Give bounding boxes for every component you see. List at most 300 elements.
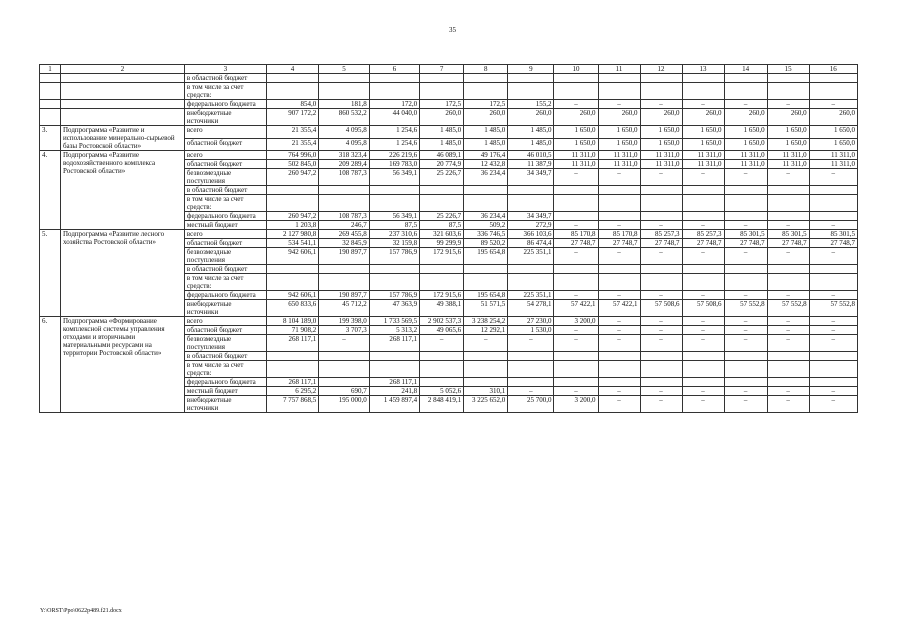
- funding-source-label: в том числе за счет средств:: [184, 274, 266, 291]
- funding-source-label: внебюджетные источники: [184, 300, 266, 317]
- budget-value-cell: 108 787,3: [319, 212, 369, 221]
- budget-value-cell: [420, 274, 464, 291]
- table-row: [40, 126, 858, 139]
- budget-value-cell: 85 170,8: [554, 230, 598, 239]
- budget-value-cell: [724, 186, 767, 195]
- budget-value-cell: [809, 195, 857, 212]
- budget-value-cell: 85 170,8: [598, 230, 640, 239]
- budget-value-cell: 27 748,7: [640, 239, 682, 248]
- budget-value-cell: 1 650,0: [682, 126, 724, 139]
- budget-value-cell: [682, 378, 724, 387]
- budget-value-cell: [598, 212, 640, 221]
- budget-value-cell: –: [640, 396, 682, 413]
- funding-source-label: федерального бюджета: [184, 378, 266, 387]
- funding-source-label: всего: [184, 230, 266, 239]
- budget-value-cell: –: [554, 291, 598, 300]
- budget-value-cell: [809, 212, 857, 221]
- budget-value-cell: 6 295,2: [266, 387, 319, 396]
- budget-value-cell: 1 650,0: [724, 138, 767, 151]
- column-number-header: 7: [420, 65, 464, 74]
- budget-value-cell: [682, 212, 724, 221]
- budget-value-cell: 321 603,6: [420, 230, 464, 239]
- budget-value-cell: [598, 361, 640, 378]
- budget-value-cell: –: [640, 221, 682, 230]
- budget-value-cell: 27 748,7: [767, 239, 809, 248]
- budget-value-cell: –: [767, 291, 809, 300]
- budget-table-container: [39, 64, 858, 413]
- budget-value-cell: 85 301,5: [809, 230, 857, 239]
- budget-value-cell: 190 897,7: [319, 248, 369, 265]
- document-path: Y:\ORST\Ppo\0622p489.f21.docx: [40, 608, 122, 614]
- budget-value-cell: 11 311,0: [682, 151, 724, 160]
- budget-value-cell: –: [598, 100, 640, 109]
- budget-value-cell: 942 606,1: [266, 248, 319, 265]
- budget-value-cell: –: [598, 291, 640, 300]
- budget-value-cell: [554, 195, 598, 212]
- budget-value-cell: [554, 212, 598, 221]
- empty-cell: [61, 83, 185, 100]
- budget-value-cell: 8 104 189,0: [266, 317, 319, 326]
- budget-value-cell: 260,0: [554, 109, 598, 126]
- budget-value-cell: [809, 361, 857, 378]
- budget-value-cell: 241,8: [369, 387, 419, 396]
- budget-value-cell: 1 530,0: [508, 326, 554, 335]
- budget-value-cell: [420, 83, 464, 100]
- budget-value-cell: 46 010,5: [508, 151, 554, 160]
- budget-value-cell: [319, 274, 369, 291]
- budget-value-cell: –: [598, 169, 640, 186]
- budget-value-cell: [809, 186, 857, 195]
- budget-value-cell: 11 311,0: [682, 160, 724, 169]
- budget-value-cell: 25 226,7: [420, 212, 464, 221]
- budget-value-cell: 1 485,0: [508, 126, 554, 139]
- budget-value-cell: [369, 83, 419, 100]
- budget-value-cell: [724, 265, 767, 274]
- budget-value-cell: –: [598, 396, 640, 413]
- budget-value-cell: [554, 186, 598, 195]
- budget-value-cell: [767, 274, 809, 291]
- budget-value-cell: [682, 352, 724, 361]
- budget-value-cell: 1 650,0: [640, 138, 682, 151]
- budget-value-cell: –: [682, 317, 724, 326]
- table-row: [40, 100, 858, 109]
- budget-value-cell: 34 349,7: [508, 169, 554, 186]
- budget-value-cell: 34 349,7: [508, 212, 554, 221]
- budget-value-cell: 155,2: [508, 100, 554, 109]
- budget-value-cell: [508, 195, 554, 212]
- budget-value-cell: 195 000,0: [319, 396, 369, 413]
- budget-value-cell: 260,0: [420, 109, 464, 126]
- budget-value-cell: –: [554, 335, 598, 352]
- budget-value-cell: [809, 378, 857, 387]
- budget-value-cell: 4 095,8: [319, 138, 369, 151]
- budget-value-cell: [266, 274, 319, 291]
- budget-value-cell: –: [809, 317, 857, 326]
- budget-value-cell: –: [767, 317, 809, 326]
- budget-value-cell: [724, 352, 767, 361]
- budget-value-cell: 268 117,1: [266, 378, 319, 387]
- budget-value-cell: –: [767, 335, 809, 352]
- budget-value-cell: [724, 195, 767, 212]
- budget-value-cell: 11 311,0: [724, 160, 767, 169]
- budget-value-cell: 57 552,8: [809, 300, 857, 317]
- budget-value-cell: –: [598, 387, 640, 396]
- empty-cell: [40, 74, 61, 83]
- budget-value-cell: [508, 274, 554, 291]
- budget-value-cell: –: [554, 248, 598, 265]
- budget-value-cell: 209 289,4: [319, 160, 369, 169]
- budget-value-cell: 260,0: [809, 109, 857, 126]
- budget-value-cell: 1 485,0: [464, 138, 508, 151]
- column-number-header: 3: [184, 65, 266, 74]
- budget-value-cell: [682, 265, 724, 274]
- budget-value-cell: [554, 265, 598, 274]
- budget-value-cell: 157 786,9: [369, 291, 419, 300]
- budget-value-cell: 310,1: [464, 387, 508, 396]
- budget-value-cell: 57 508,6: [640, 300, 682, 317]
- budget-value-cell: 27 748,7: [682, 239, 724, 248]
- column-number-header: 1: [40, 65, 61, 74]
- budget-value-cell: –: [724, 326, 767, 335]
- budget-value-cell: 172,5: [420, 100, 464, 109]
- budget-value-cell: –: [598, 221, 640, 230]
- budget-value-cell: –: [682, 291, 724, 300]
- table-row: [40, 230, 858, 239]
- budget-value-cell: 11 311,0: [598, 151, 640, 160]
- budget-value-cell: [809, 83, 857, 100]
- budget-value-cell: –: [682, 169, 724, 186]
- budget-value-cell: [420, 265, 464, 274]
- budget-value-cell: –: [640, 326, 682, 335]
- budget-value-cell: 268 117,1: [266, 335, 319, 352]
- budget-value-cell: 268 117,1: [369, 378, 419, 387]
- funding-source-label: местный бюджет: [184, 387, 266, 396]
- budget-value-cell: 46 089,1: [420, 151, 464, 160]
- budget-value-cell: 85 301,5: [767, 230, 809, 239]
- budget-value-cell: 1 485,0: [464, 126, 508, 139]
- budget-value-cell: 108 787,3: [319, 169, 369, 186]
- budget-value-cell: 1 650,0: [809, 138, 857, 151]
- budget-value-cell: 11 387,9: [508, 160, 554, 169]
- budget-value-cell: 237 310,6: [369, 230, 419, 239]
- empty-cell: [40, 109, 61, 126]
- budget-value-cell: –: [724, 335, 767, 352]
- budget-value-cell: –: [767, 100, 809, 109]
- budget-value-cell: –: [554, 169, 598, 186]
- budget-value-cell: [809, 274, 857, 291]
- funding-source-label: областной бюджет: [184, 138, 266, 151]
- budget-value-cell: 260,0: [767, 109, 809, 126]
- subprogram-name: Подпрограмма «Развитие и использование минерально-сырьевой базы Ростовской области»: [61, 126, 185, 151]
- budget-value-cell: [464, 265, 508, 274]
- budget-value-cell: [420, 74, 464, 83]
- budget-value-cell: [420, 378, 464, 387]
- budget-value-cell: –: [724, 169, 767, 186]
- budget-value-cell: [369, 265, 419, 274]
- budget-value-cell: [554, 74, 598, 83]
- budget-value-cell: 27 230,0: [508, 317, 554, 326]
- budget-value-cell: [640, 274, 682, 291]
- budget-value-cell: 942 606,1: [266, 291, 319, 300]
- budget-value-cell: [319, 361, 369, 378]
- funding-source-label: в том числе за счет средств:: [184, 361, 266, 378]
- budget-value-cell: 1 203,8: [266, 221, 319, 230]
- budget-value-cell: 268 117,1: [369, 335, 419, 352]
- budget-value-cell: –: [682, 335, 724, 352]
- budget-value-cell: [640, 195, 682, 212]
- budget-value-cell: 89 520,2: [464, 239, 508, 248]
- budget-value-cell: 172 915,6: [420, 248, 464, 265]
- budget-value-cell: [767, 265, 809, 274]
- budget-value-cell: 12 292,1: [464, 326, 508, 335]
- budget-value-cell: [369, 274, 419, 291]
- budget-value-cell: 172,5: [464, 100, 508, 109]
- budget-value-cell: 272,9: [508, 221, 554, 230]
- budget-value-cell: 1 650,0: [767, 138, 809, 151]
- budget-value-cell: 11 311,0: [724, 151, 767, 160]
- budget-value-cell: 7 757 868,5: [266, 396, 319, 413]
- budget-value-cell: 32 159,8: [369, 239, 419, 248]
- budget-value-cell: 57 552,8: [724, 300, 767, 317]
- column-number-header: 2: [61, 65, 185, 74]
- budget-value-cell: 21 355,4: [266, 126, 319, 139]
- budget-value-cell: –: [724, 221, 767, 230]
- budget-value-cell: 226 219,6: [369, 151, 419, 160]
- budget-value-cell: 854,0: [266, 100, 319, 109]
- budget-value-cell: –: [640, 248, 682, 265]
- budget-value-cell: –: [809, 291, 857, 300]
- budget-value-cell: 225 351,1: [508, 291, 554, 300]
- budget-value-cell: 27 748,7: [724, 239, 767, 248]
- budget-value-cell: –: [809, 169, 857, 186]
- budget-value-cell: [508, 265, 554, 274]
- budget-value-cell: –: [554, 100, 598, 109]
- budget-value-cell: –: [809, 396, 857, 413]
- budget-value-cell: 1 650,0: [598, 126, 640, 139]
- budget-value-cell: [640, 212, 682, 221]
- budget-value-cell: 49 176,4: [464, 151, 508, 160]
- budget-value-cell: –: [640, 317, 682, 326]
- budget-value-cell: [319, 378, 369, 387]
- budget-value-cell: 157 786,9: [369, 248, 419, 265]
- budget-value-cell: 21 355,4: [266, 138, 319, 151]
- budget-value-cell: 99 299,9: [420, 239, 464, 248]
- budget-value-cell: 56 349,1: [369, 169, 419, 186]
- budget-value-cell: 181,8: [319, 100, 369, 109]
- budget-value-cell: [682, 186, 724, 195]
- budget-value-cell: 336 746,5: [464, 230, 508, 239]
- budget-value-cell: 11 311,0: [809, 151, 857, 160]
- funding-source-label: в областной бюджет: [184, 265, 266, 274]
- budget-value-cell: –: [464, 335, 508, 352]
- page-number: 35: [449, 26, 456, 34]
- table-row: [40, 74, 858, 83]
- budget-value-cell: 195 654,8: [464, 248, 508, 265]
- budget-value-cell: [369, 352, 419, 361]
- budget-value-cell: –: [682, 387, 724, 396]
- budget-value-cell: –: [724, 291, 767, 300]
- budget-value-cell: 366 103,6: [508, 230, 554, 239]
- budget-value-cell: –: [767, 326, 809, 335]
- funding-source-label: всего: [184, 126, 266, 139]
- budget-value-cell: [724, 83, 767, 100]
- budget-value-cell: 260,0: [724, 109, 767, 126]
- budget-value-cell: –: [682, 248, 724, 265]
- empty-cell: [61, 100, 185, 109]
- budget-value-cell: 2 902 537,3: [420, 317, 464, 326]
- budget-value-cell: [809, 352, 857, 361]
- budget-value-cell: [724, 274, 767, 291]
- budget-value-cell: 169 783,0: [369, 160, 419, 169]
- budget-value-cell: 1 254,6: [369, 126, 419, 139]
- budget-value-cell: [464, 186, 508, 195]
- funding-source-label: безвозмездные поступления: [184, 248, 266, 265]
- budget-value-cell: –: [420, 335, 464, 352]
- budget-value-cell: 1 733 569,5: [369, 317, 419, 326]
- column-number-header: 11: [598, 65, 640, 74]
- column-number-header: 5: [319, 65, 369, 74]
- budget-value-cell: 3 200,0: [554, 396, 598, 413]
- budget-value-cell: [508, 83, 554, 100]
- budget-value-cell: 1 650,0: [554, 138, 598, 151]
- budget-value-cell: [598, 74, 640, 83]
- budget-value-cell: [598, 195, 640, 212]
- budget-value-cell: –: [809, 248, 857, 265]
- budget-value-cell: [724, 212, 767, 221]
- table-row: [40, 109, 858, 126]
- budget-value-cell: [598, 274, 640, 291]
- budget-value-cell: 85 301,5: [724, 230, 767, 239]
- budget-value-cell: 11 311,0: [767, 160, 809, 169]
- budget-value-cell: 1 650,0: [640, 126, 682, 139]
- budget-value-cell: [369, 195, 419, 212]
- empty-cell: [40, 100, 61, 109]
- budget-value-cell: [554, 83, 598, 100]
- column-number-header: 6: [369, 65, 419, 74]
- budget-value-cell: –: [767, 169, 809, 186]
- funding-source-label: федерального бюджета: [184, 100, 266, 109]
- budget-value-cell: [464, 274, 508, 291]
- budget-value-cell: 49 388,1: [420, 300, 464, 317]
- column-number-header: 12: [640, 65, 682, 74]
- budget-value-cell: –: [724, 100, 767, 109]
- budget-value-cell: [598, 352, 640, 361]
- empty-cell: [40, 83, 61, 100]
- budget-value-cell: 85 257,3: [682, 230, 724, 239]
- budget-value-cell: [266, 265, 319, 274]
- budget-value-cell: 11 311,0: [767, 151, 809, 160]
- budget-value-cell: –: [767, 387, 809, 396]
- budget-value-cell: 25 226,7: [420, 169, 464, 186]
- budget-value-cell: [508, 74, 554, 83]
- table-row: [40, 151, 858, 160]
- budget-value-cell: –: [767, 396, 809, 413]
- budget-value-cell: [598, 378, 640, 387]
- budget-value-cell: 1 459 897,4: [369, 396, 419, 413]
- budget-value-cell: 11 311,0: [554, 151, 598, 160]
- funding-source-label: всего: [184, 317, 266, 326]
- budget-value-cell: [319, 195, 369, 212]
- subprogram-number: 3.: [40, 126, 61, 151]
- budget-value-cell: [682, 74, 724, 83]
- budget-value-cell: –: [640, 387, 682, 396]
- budget-value-cell: 1 485,0: [508, 138, 554, 151]
- column-number-header: 8: [464, 65, 508, 74]
- budget-value-cell: 3 707,3: [319, 326, 369, 335]
- budget-value-cell: 11 311,0: [640, 151, 682, 160]
- budget-value-cell: 860 532,2: [319, 109, 369, 126]
- budget-value-cell: –: [598, 335, 640, 352]
- budget-value-cell: 11 311,0: [598, 160, 640, 169]
- budget-value-cell: 246,7: [319, 221, 369, 230]
- budget-value-cell: 27 748,7: [809, 239, 857, 248]
- budget-value-cell: 2 127 980,8: [266, 230, 319, 239]
- budget-value-cell: [767, 361, 809, 378]
- budget-value-cell: –: [640, 335, 682, 352]
- budget-value-cell: 2 848 419,1: [420, 396, 464, 413]
- budget-value-cell: –: [319, 335, 369, 352]
- budget-value-cell: 57 508,6: [682, 300, 724, 317]
- funding-source-label: внебюджетные источники: [184, 109, 266, 126]
- funding-source-label: всего: [184, 151, 266, 160]
- budget-value-cell: 71 908,2: [266, 326, 319, 335]
- budget-value-cell: 502 845,0: [266, 160, 319, 169]
- budget-value-cell: [420, 186, 464, 195]
- budget-value-cell: [724, 74, 767, 83]
- empty-cell: [61, 109, 185, 126]
- column-number-header: 16: [809, 65, 857, 74]
- subprogram-number: 4.: [40, 151, 61, 230]
- budget-value-cell: [554, 352, 598, 361]
- budget-value-cell: 87,5: [420, 221, 464, 230]
- budget-value-cell: –: [809, 326, 857, 335]
- budget-value-cell: [464, 74, 508, 83]
- budget-value-cell: 3 225 652,0: [464, 396, 508, 413]
- budget-value-cell: 1 650,0: [682, 138, 724, 151]
- budget-value-cell: –: [682, 221, 724, 230]
- funding-source-label: внебюджетные источники: [184, 396, 266, 413]
- empty-cell: [61, 74, 185, 83]
- budget-value-cell: [640, 378, 682, 387]
- budget-value-cell: 3 238 254,2: [464, 317, 508, 326]
- budget-value-cell: 1 650,0: [809, 126, 857, 139]
- budget-value-cell: 44 040,0: [369, 109, 419, 126]
- budget-value-cell: 57 422,1: [554, 300, 598, 317]
- budget-value-cell: 225 351,1: [508, 248, 554, 265]
- budget-value-cell: 86 474,4: [508, 239, 554, 248]
- budget-value-cell: 1 650,0: [767, 126, 809, 139]
- column-number-header: 13: [682, 65, 724, 74]
- budget-value-cell: [554, 378, 598, 387]
- budget-value-cell: 25 700,0: [508, 396, 554, 413]
- budget-value-cell: 36 234,4: [464, 169, 508, 186]
- budget-value-cell: [319, 83, 369, 100]
- table-row: [40, 83, 858, 100]
- budget-value-cell: 260 947,2: [266, 169, 319, 186]
- budget-value-cell: [724, 378, 767, 387]
- subprogram-name: Подпрограмма «Развитие лесного хозяйства Ростовской области»: [61, 230, 185, 317]
- budget-value-cell: 260,0: [508, 109, 554, 126]
- budget-value-cell: –: [724, 387, 767, 396]
- funding-source-label: областной бюджет: [184, 160, 266, 169]
- budget-value-cell: [767, 195, 809, 212]
- budget-value-cell: [266, 186, 319, 195]
- budget-value-cell: [266, 83, 319, 100]
- budget-value-cell: –: [554, 387, 598, 396]
- budget-value-cell: 5 052,6: [420, 387, 464, 396]
- budget-value-cell: 260,0: [640, 109, 682, 126]
- budget-value-cell: [640, 74, 682, 83]
